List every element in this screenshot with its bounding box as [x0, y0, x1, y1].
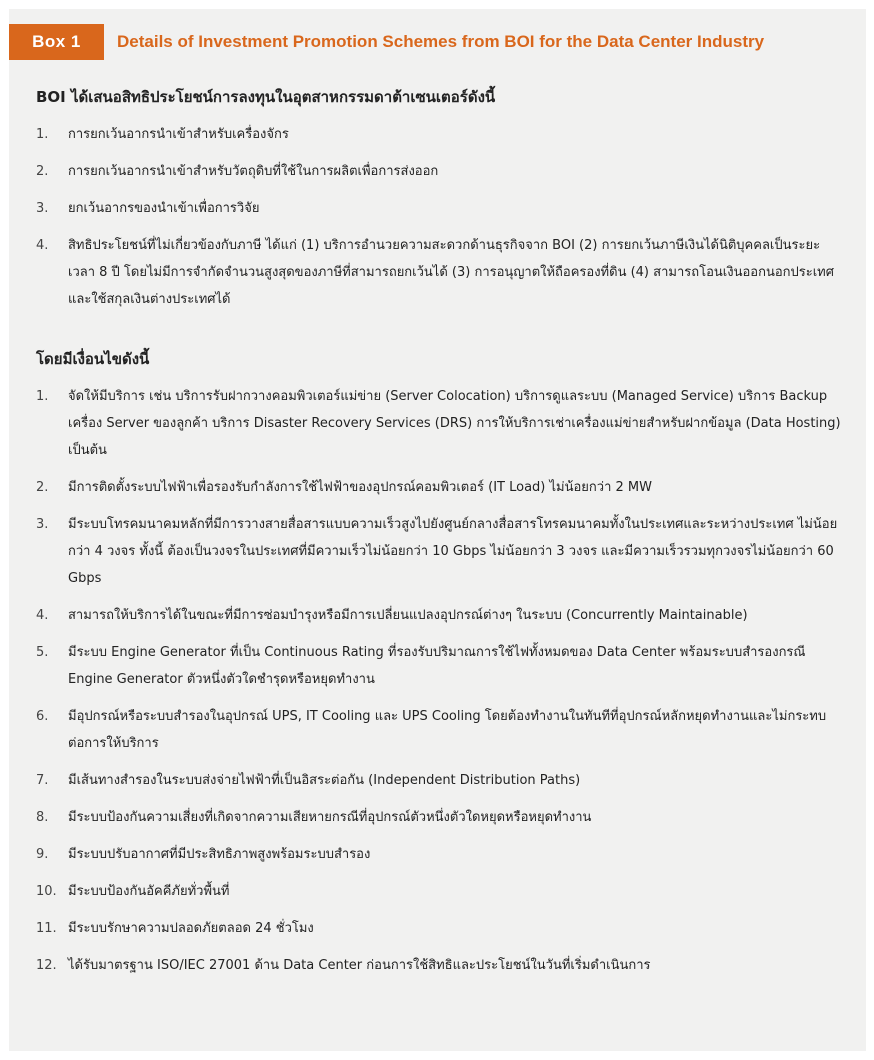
list-text: จัดให้มีบริการ เช่น บริการรับฝากวางคอมพิวเตอร์แม่ข่าย (Server Colocation) บริการดูแลระบบ (Managed Service) บริการ Backup เครื่อง Server ของลูกค้า บริการ Disaster Recovery Services (DRS) การให้บริการเช่าเครื่องแม่ข่ายสำหรับฝากข้อมูล (Data Hosting) เป็นต้น — [68, 389, 841, 458]
list-item — [36, 841, 841, 868]
list-item — [36, 158, 841, 185]
list-number: 2. — [36, 480, 49, 495]
list-number: 9. — [36, 847, 49, 862]
list-number: 8. — [36, 810, 49, 825]
list-item — [36, 121, 841, 148]
list-item — [36, 383, 841, 464]
section2-heading: โดยมีเงื่อนไขดังนี้ — [36, 350, 150, 368]
list-text: สามารถให้บริการได้ในขณะที่มีการซ่อมบำรุงหรือมีการเปลี่ยนแปลงอุปกรณ์ต่างๆ ในระบบ (Concurrently Maintainable) — [68, 608, 748, 623]
list-item — [36, 195, 841, 222]
list-item — [36, 602, 841, 629]
list-text: การยกเว้นอากรนำเข้าสำหรับเครื่องจักร — [68, 127, 289, 142]
list-number: 4. — [36, 608, 49, 623]
list-number: 3. — [36, 201, 49, 216]
list-text: มีระบบ Engine Generator ที่เป็น Continuous Rating ที่รองรับปริมาณการใช้ไฟทั้งหมดของ Data Center พร้อมระบบสำรองกรณี Engine Generator ตัวหนึ่งตัวใดชำรุดหรือหยุดทำงาน — [68, 645, 806, 687]
list-item — [36, 804, 841, 831]
list-item — [36, 474, 841, 501]
list-item — [36, 511, 841, 592]
list-text: การยกเว้นอากรนำเข้าสำหรับวัตถุดิบที่ใช้ในการผลิตเพื่อการส่งออก — [68, 164, 439, 179]
list-text: มีการติดตั้งระบบไฟฟ้าเพื่อรองรับกำลังการใช้ไฟฟ้าของอุปกรณ์คอมพิวเตอร์ (IT Load) ไม่น้อยกว่า 2 MW — [68, 480, 652, 495]
list-item — [36, 878, 841, 905]
list-number: 3. — [36, 517, 49, 532]
list-text: ได้รับมาตรฐาน ISO/IEC 27001 ด้าน Data Center ก่อนการใช้สิทธิและประโยชน์ในวันที่เริ่มดำเนินการ — [68, 958, 651, 973]
list-text: มีระบบปรับอากาศที่มีประสิทธิภาพสูงพร้อมระบบสำรอง — [68, 847, 371, 862]
list-text: มีเส้นทางสำรองในระบบส่งจ่ายไฟฟ้าที่เป็นอิสระต่อกัน (Independent Distribution Paths) — [68, 773, 581, 788]
list-item — [36, 915, 841, 942]
section2-list — [36, 383, 841, 979]
list-number: 7. — [36, 773, 49, 788]
list-number: 6. — [36, 709, 49, 724]
section1-heading: BOI ได้เสนอสิทธิประโยชน์การลงทุนในอุตสาหกรรมดาต้าเซนเตอร์ดังนี้ — [36, 88, 496, 106]
list-number: 12. — [36, 958, 57, 973]
list-text: มีระบบโทรคมนาคมหลักที่มีการวางสายสื่อสารแบบความเร็วสูงไปยังศูนย์กลางสื่อสารโทรคมนาคมทั้งในประเทศและระหว่างประเทศ ไม่น้อยกว่า 4 วงจร ทั้งนี้ ต้องเป็นวงจรในประเทศที่มีความเร็วไม่น้อยกว่า 10 Gbps ไม่น้อยกว่า 3 วงจร และมีความเร็วรวมทุกวงจรไม่น้อยกว่า 60 Gbps — [68, 517, 838, 586]
list-text: ยกเว้นอากรของนำเข้าเพื่อการวิจัย — [68, 201, 260, 216]
list-number: 4. — [36, 238, 49, 253]
list-number: 10. — [36, 884, 57, 899]
list-number: 5. — [36, 645, 49, 660]
list-text: สิทธิประโยชน์ที่ไม่เกี่ยวข้องกับภาษี ได้แก่ (1) บริการอำนวยความสะดวกด้านธุรกิจจาก BOI (2) การยกเว้นภาษีเงินได้นิติบุคคลเป็นระยะเวลา 8 ปี โดยไม่มีการจำกัดจำนวนสูงสุดของภาษีที่สามารถยกเว้นได้ (3) การอนุญาตให้ถือครองที่ดิน (4) สามารถโอนเงินออกนอกประเทศและใช้สกุลเงินต่างประเทศได้ — [68, 238, 834, 307]
list-text: มีอุปกรณ์หรือระบบสำรองในอุปกรณ์ UPS, IT Cooling และ UPS Cooling โดยต้องทำงานในทันทีที่อุปกรณ์หลักหยุดทำงานและไม่กระทบต่อการให้บริการ — [68, 709, 827, 751]
list-number: 11. — [36, 921, 57, 936]
list-item — [36, 703, 841, 757]
list-text: มีระบบป้องกันอัคคีภัยทั่วพื้นที่ — [68, 884, 230, 899]
box-content — [36, 85, 841, 989]
box-title: Details of Investment Promotion Schemes from BOI for the Data Center Industry — [117, 32, 765, 51]
list-number: 2. — [36, 164, 49, 179]
section1-list — [36, 121, 841, 313]
list-item — [36, 952, 841, 979]
list-number: 1. — [36, 127, 49, 142]
box-tag: Box 1 — [9, 24, 104, 60]
list-item — [36, 767, 841, 794]
box-header — [9, 24, 866, 60]
list-number: 1. — [36, 389, 49, 404]
list-text: มีระบบรักษาความปลอดภัยตลอด 24 ชั่วโมง — [68, 921, 314, 936]
list-item — [36, 232, 841, 313]
list-item — [36, 639, 841, 693]
list-text: มีระบบป้องกันความเสี่ยงที่เกิดจากความเสียหายกรณีที่อุปกรณ์ตัวหนึ่งตัวใดหยุดหรือหยุดทำงาน — [68, 810, 592, 825]
